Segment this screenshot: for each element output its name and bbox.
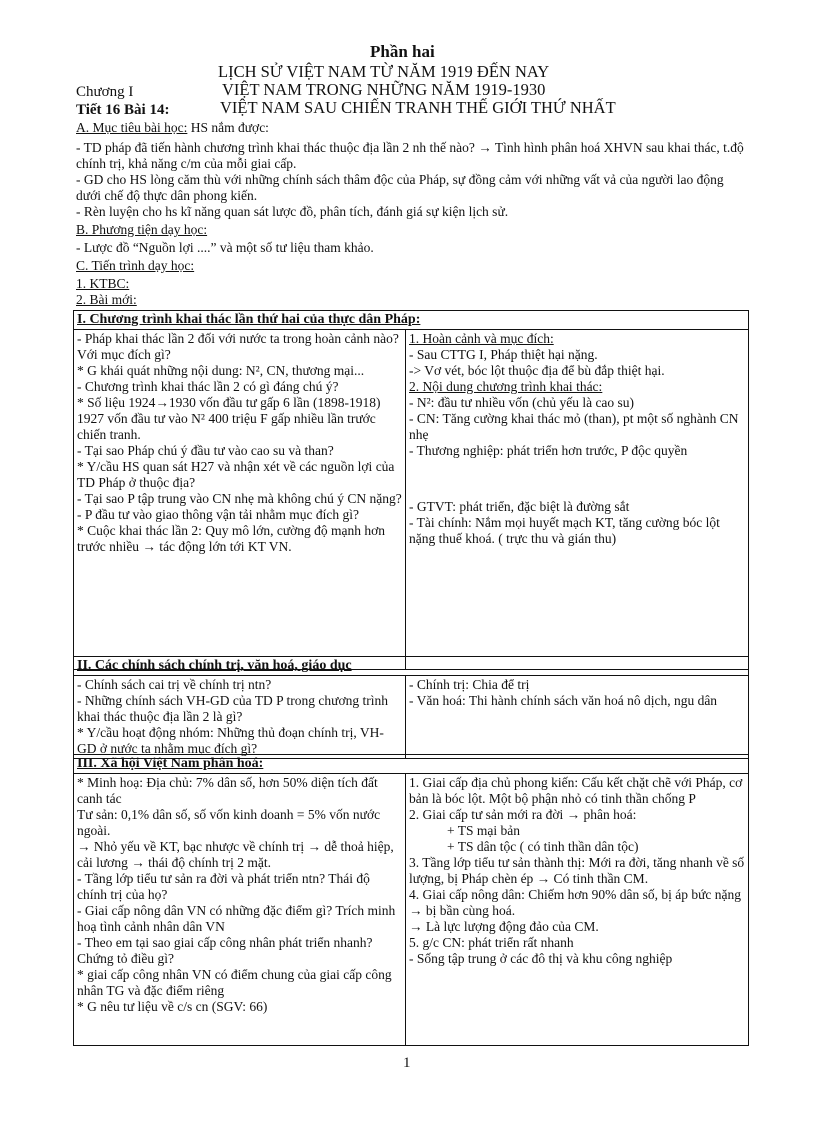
question-item: * Cuộc khai thác lần 2: Quy mô lớn, cường độ mạnh hơn trước nhiều → tác động lớn tới KT VN.: [77, 523, 386, 554]
answer-item: - Văn hoá: Thi hành chính sách văn hoá nô dịch, ngu dân: [409, 693, 718, 708]
section-c-item: 1. KTBC:: [76, 276, 130, 291]
part3-heading: III. Xã hội Việt Nam phân hoá:: [74, 755, 749, 774]
chapter-title: VIỆT NAM TRONG NHỮNG NĂM 1919-1930: [222, 80, 546, 99]
main-title: LỊCH SỬ VIỆT NAM TỪ NĂM 1919 ĐẾN NAY: [218, 62, 550, 81]
answer-item: - Sống tập trung ở các đô thị và khu công nghiệp: [409, 951, 673, 966]
lesson-label: Tiết 16 Bài 14:: [76, 102, 170, 118]
part2-table: [73, 656, 749, 759]
page-number: 1: [403, 1055, 411, 1071]
answer-spacer: [409, 459, 745, 499]
question-item: - Tại sao P tập trung vào CN nhẹ mà không chú ý CN nặng?: [77, 491, 402, 506]
objective-item: - GD cho HS lòng căm thù với những chính sách thâm độc của Pháp, sự đồng cảm với những vất vả của người lao động dưới chế độ thực dân phong kiến.: [76, 172, 724, 203]
question-item: - P đầu tư vào giao thông vận tải nhằm mục đích gì?: [77, 507, 360, 522]
section-b-heading: B. Phương tiện dạy học:: [76, 222, 208, 237]
answer-subitem: + TS dân tộc ( có tinh thần dân tộc): [447, 839, 639, 854]
section-a-suffix: HS nắm được:: [187, 120, 269, 135]
answer-item: 3. Tầng lớp tiểu tư sản thành thị: Mới ra đời, tăng nhanh về số lượng, bị Pháp chèn ép → Có tinh thần CM.: [409, 855, 745, 886]
answer-item: - Chính trị: Chia để trị: [409, 677, 530, 692]
question-item: - Tầng lớp tiểu tư sản ra đời và phát triển ntn? Thái độ chính trị của họ?: [77, 871, 370, 902]
question-item: - Chính sách cai trị về chính trị ntn?: [77, 677, 272, 692]
part2-heading: II. Các chính sách chính trị, văn hoá, giáo dục: [74, 657, 749, 676]
question-item: - Chương trình khai thác lần 2 có gì đáng chú ý?: [77, 379, 339, 394]
lesson-title: VIỆT NAM SAU CHIẾN TRANH THẾ GIỚI THỨ NHẤT: [220, 98, 616, 117]
question-item: - Tại sao Pháp chú ý đầu tư vào cao su và than?: [77, 443, 334, 458]
objective-item: - TD pháp đã tiến hành chương trình khai thác thuộc địa lần 2 nh thế nào? → Tình hình phân hoá XHVN sau khai thác, t.độ chính trị, khả năng c/m của mỗi giai cấp.: [76, 140, 744, 171]
answer-item: - Tài chính: Nắm mọi huyết mạch KT, tăng cường bóc lột nặng thuế khoá. ( trực thu và gián thu): [409, 515, 720, 546]
part1-table: [73, 310, 749, 670]
answer-item: 4. Giai cấp nông dân: Chiếm hơn 90% dân số, bị áp bức nặng → bị bần cùng hoá.: [409, 887, 742, 918]
question-item: * Y/cầu hoạt động nhóm: Những thủ đoạn chính trị, VH-GD ở nước ta nhằm mục đích gì?: [77, 725, 384, 756]
question-item: Tư sản: 0,1% dân số, số vốn kinh doanh = 5% vốn nước ngoài.: [77, 807, 381, 838]
answer-item: - N²: đầu tư nhiều vốn (chủ yếu là cao su): [409, 395, 635, 410]
section-b-item: - Lược đồ “Nguồn lợi ....” và một số tư liệu tham khảo.: [76, 240, 374, 255]
question-item: * Y/cầu HS quan sát H27 và nhận xét về các nguồn lợi của TD Pháp ở thuộc địa?: [77, 459, 395, 490]
part3-table: [73, 754, 749, 1046]
part1-heading: I. Chương trình khai thác lần thứ hai của thực dân Pháp:: [74, 311, 749, 330]
section-a-heading-row: [76, 120, 269, 136]
question-item: * G khái quát những nội dung: N², CN, thương mại...: [77, 363, 365, 378]
answer-item: 1. Giai cấp địa chủ phong kiến: Cấu kết chặt chẽ với Pháp, cơ bản là bóc lột. Một bộ phận nhỏ có tinh thần chống P: [409, 775, 743, 806]
answer-subitem: + TS mại bản: [447, 823, 520, 838]
answer-item: 5. g/c CN: phát triển rất nhanh: [409, 935, 574, 950]
question-item: * Minh hoạ: Địa chủ: 7% dân số, hơn 50% diện tích đất canh tác: [77, 775, 378, 806]
question-item: * G nêu tư liệu về c/s cn (SGV: 66): [77, 999, 268, 1014]
question-item: * giai cấp công nhân VN có điểm chung của giai cấp công nhân TG và đặc điểm riêng: [77, 967, 392, 998]
answer-item: 1. Hoàn cảnh và mục đích:: [409, 331, 554, 346]
answer-item: 2. Giai cấp tư sản mới ra đời → phân hoá:: [409, 807, 637, 822]
section-a-body: [76, 140, 748, 220]
question-item: - Pháp khai thác lần 2 đối với nước ta trong hoàn cảnh nào? Với mục đích gì?: [77, 331, 399, 362]
question-item: - Theo em tại sao giai cấp công nhân phát triển nhanh? Chứng tỏ điều gì?: [77, 935, 373, 966]
answer-item: - CN: Tăng cường khai thác mỏ (than), pt một số nghành CN nhẹ: [409, 411, 739, 442]
answer-item: → Là lực lượng động đảo của CM.: [409, 919, 599, 934]
answer-item: - Sau CTTG I, Pháp thiệt hại nặng.: [409, 347, 598, 362]
answer-item: - GTVT: phát triển, đặc biệt là đường sắt: [409, 499, 630, 514]
part-title: Phần hai: [370, 42, 435, 61]
section-c-heading: C. Tiến trình dạy học:: [76, 258, 195, 273]
question-item: - Những chính sách VH-GD của TD P trong chương trình khai thác thuộc địa lần 2 là gì?: [77, 693, 388, 724]
part1-answers: [406, 330, 749, 670]
question-item: - Giai cấp nông dân VN có những đặc điểm gì? Trích minh hoạ tình cảnh nhân dân VN: [77, 903, 396, 934]
question-item: * Số liệu 1924→1930 vốn đầu tư gấp 6 lần (1898-1918) 1927 vốn đầu tư vào N² 400 triệu F gấp nhiều lần trước chiến tranh.: [77, 395, 381, 442]
question-item: → Nhỏ yếu về KT, bạc nhược về chính trị → dễ thoả hiệp, cải lương → thái độ chính trị 2 mặt.: [77, 839, 394, 870]
part1-questions: [74, 330, 406, 670]
chapter-label: Chương I: [76, 84, 134, 100]
section-c-item: 2. Bài mới:: [76, 292, 137, 307]
part2-answers: [406, 676, 749, 759]
objective-item: - Rèn luyện cho hs kĩ năng quan sát lược đồ, phân tích, đánh giá sự kiện lịch sử.: [76, 204, 509, 219]
answer-item: 2. Nội dung chương trình khai thác:: [409, 379, 603, 394]
part2-questions: [74, 676, 406, 759]
part3-answers: [406, 774, 749, 1046]
answer-item: - Thương nghiệp: phát triển hơn trước, P độc quyền: [409, 443, 688, 458]
part3-questions: [74, 774, 406, 1046]
section-a-heading: A. Mục tiêu bài học:: [76, 120, 188, 135]
answer-item: -> Vơ vét, bóc lột thuộc địa để bù đắp thiệt hại.: [409, 363, 665, 378]
